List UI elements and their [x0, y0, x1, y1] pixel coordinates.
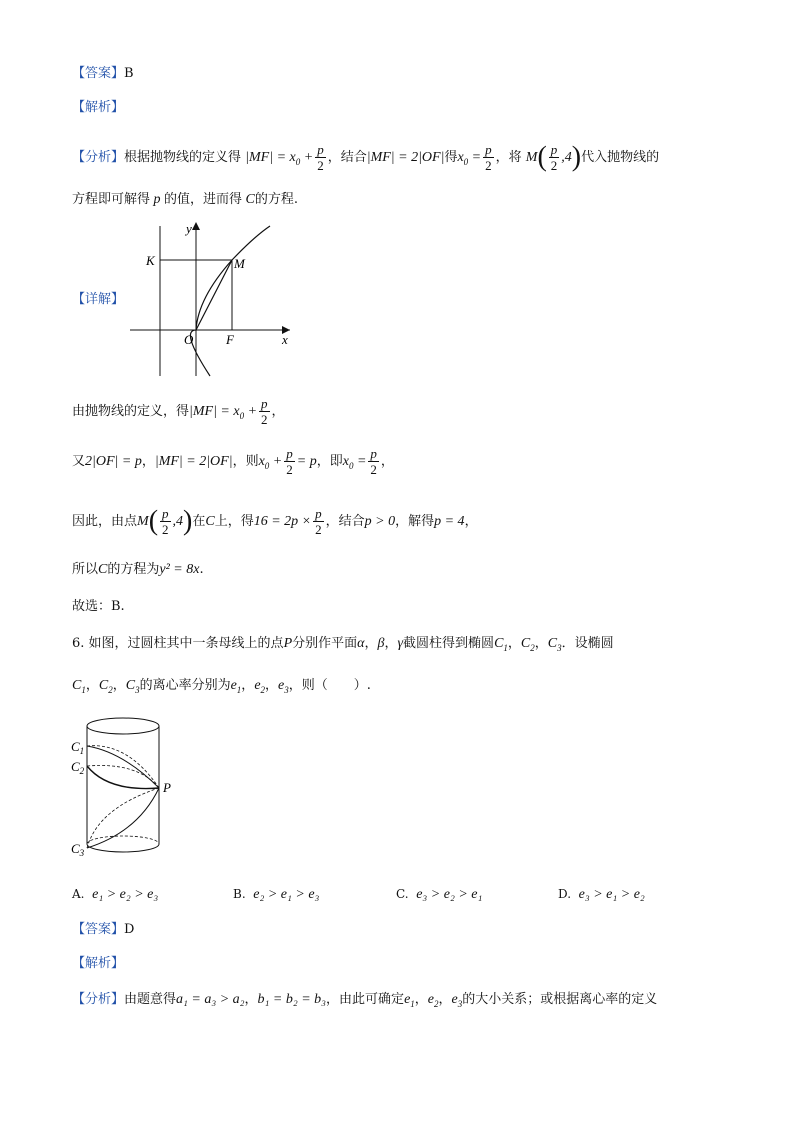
c1-label: $C_1$ [71, 739, 85, 756]
detail-heading [72, 290, 124, 310]
choice-d[interactable] [558, 884, 645, 905]
analysis-heading-2 [72, 954, 124, 974]
point-k-label: K [146, 253, 155, 268]
math-expr: p = 4 [434, 514, 465, 529]
fenxi-text: 的大小关系；或根据离心率的定义 [462, 992, 658, 1007]
answer-tag: 【答案】 [72, 66, 125, 81]
question-text: 的离心率分别为 [139, 678, 231, 693]
c2-label: $C_2$ [71, 759, 85, 776]
fenxi-line-1: 【分析】根据抛物线的定义得 $|MF| = x_0$ + $\frac{p}{2}$ ，结合|MF| = 2|OF|得$x_0$ = $\frac{p}{2}$ ，将 M( $\frac{p}{2}$ ,4)代入抛物线的 [72, 141, 660, 173]
fenxi-tag: 【分析】 [72, 150, 125, 165]
detail-text: 又 [72, 454, 86, 469]
question-6-line-1: 6. 如图，过圆柱其中一条母线上的点P分别作平面α，β，γ截圆柱得到椭圆$C_1$，$C_2$，$C_3$．设椭圆 [72, 636, 614, 653]
fenxi-line-2: 方程即可解得 p 的值，进而得 C的方程. [72, 192, 299, 207]
math-text: |MF| = x [245, 150, 296, 165]
math-expr: b₁ = b₂ = b₃ [257, 992, 327, 1007]
math-expr: $|MF| = x_0$ + [189, 404, 258, 421]
question-text: 截圆柱得到椭圆 [403, 636, 495, 651]
detail-line-5 [72, 597, 125, 617]
detail-text: . [199, 562, 204, 577]
answer-tag: 【答案】 [72, 922, 125, 937]
detail-line-3: 因此，由点M( $\frac{p}{2}$ ,4)在C上，得16 = 2p × $\frac{p}{2}$ ，结合p > 0，解得p = 4， [72, 505, 478, 537]
x-axis-label: x [282, 332, 288, 347]
question-number: 6. [72, 636, 85, 651]
choice-label: C. [396, 887, 409, 901]
fenxi-text: 代入抛物线的 [581, 150, 660, 165]
choice-c[interactable] [396, 884, 482, 905]
choice-b[interactable] [233, 884, 319, 905]
detail-text: 所以 [72, 562, 99, 577]
detail-line-1: 由抛物线的定义，得$|MF| = x_0$ + $\frac{p}{2}$ ， [72, 396, 285, 427]
choice-expr: e₃ > e₁ > e₂ [578, 887, 645, 902]
math-text: x [342, 454, 349, 469]
detail-text: 在 [192, 514, 206, 529]
math-expr: $|MF| = x_0$ + [245, 150, 314, 167]
fenxi-text: ，结合 [327, 150, 367, 165]
math-expr: a₁ = a₃ > a₂ [176, 992, 245, 1007]
detail-line-4: 所以C的方程为y² = 8x. [72, 562, 204, 577]
choice-expr: e₂ > e₁ > e₃ [253, 887, 320, 902]
analysis-heading-1 [72, 98, 124, 118]
fenxi-text: 的方程. [254, 192, 299, 207]
choice-label: A. [72, 887, 85, 901]
fraction: $\frac{p}{2}$ [162, 506, 169, 537]
math-expr: y² = 8x [159, 562, 200, 577]
fraction: $\frac{p}{2}$ [261, 396, 268, 427]
fenxi-text: 由题意得 [124, 992, 177, 1007]
fenxi-text: ， [244, 992, 258, 1007]
y-axis-label: y [186, 221, 192, 236]
choice-label: B. [233, 887, 246, 901]
fenxi-text: 得 [444, 150, 458, 165]
point-m-label: M [234, 256, 245, 271]
answer-line-2 [72, 920, 134, 940]
detail-tag: 【详解】 [72, 292, 125, 307]
question-text: 如图，过圆柱其中一条母线上的点 [88, 636, 284, 651]
fraction: $\frac{p}{2}$ [317, 142, 324, 173]
math-expr: 2|OF| = p [85, 454, 142, 469]
detail-text: 故选：B. [72, 599, 125, 614]
origin-label: O [184, 332, 194, 347]
detail-text: ，解得 [395, 514, 435, 529]
choice-expr: e₁ > e₂ > e₃ [92, 887, 159, 902]
detail-text: ，即 [316, 454, 343, 469]
question-text: ．设椭圆 [561, 636, 614, 651]
math-expr: $x_0$ = [342, 454, 367, 471]
detail-text: 由抛物线的定义，得 [72, 404, 190, 419]
fenxi-line-3: 【分析】由题意得a₁ = a₃ > a₂，b₁ = b₂ = b₃，由此可确定$e_1$，$e_2$，$e_3$的大小关系；或根据离心率的定义 [72, 992, 658, 1009]
fraction: $\frac{p}{2}$ [286, 446, 293, 477]
focus-label: F [226, 332, 234, 347]
detail-text: 的方程为 [107, 562, 160, 577]
fraction: $\frac{p}{2}$ [550, 142, 558, 173]
fraction: $\frac{p}{2}$ [485, 142, 492, 173]
fraction: $\frac{p}{2}$ [370, 446, 377, 477]
parabola-graph [120, 218, 310, 380]
answer-line-1 [72, 64, 134, 84]
math-text: |MF| = x [189, 404, 240, 419]
question-6-line-2: $C_1$，$C_2$，$C_3$的离心率分别为$e_1$，$e_2$，$e_3$，则（ ）. [72, 678, 371, 695]
choice-expr: e₃ > e₂ > e₁ [416, 887, 483, 902]
cylinder-figure [68, 712, 178, 862]
detail-line-2: 又2|OF| = p，|MF| = 2|OF|，则$x_0$ + $\frac{p}{2}$ = p，即$x_0$ = $\frac{p}{2}$ ， [72, 446, 394, 477]
fraction: $\frac{p}{2}$ [315, 506, 322, 537]
detail-text: ，结合 [325, 514, 365, 529]
math-text: x [258, 454, 265, 469]
fenxi-text: 方程即可解得 [72, 192, 151, 207]
point-p-label: P [163, 780, 171, 795]
choice-label: D. [558, 887, 572, 901]
answer-value: D [124, 922, 135, 937]
detail-text: ，则 [232, 454, 259, 469]
fenxi-text: ，由此可确定 [326, 992, 405, 1007]
detail-text: ， [141, 454, 155, 469]
fenxi-text: ，将 [495, 150, 522, 165]
fenxi-text: 的值，进而得 [164, 192, 243, 207]
math-expr: p > 0 [364, 514, 396, 529]
math-expr: |MF| = 2|OF| [366, 150, 445, 165]
detail-text: ， [464, 514, 478, 529]
fenxi-text: 根据抛物线的定义得 [124, 150, 242, 165]
question-text: ，则（ ）. [288, 678, 371, 693]
c3-label: $C_3$ [71, 841, 85, 858]
analysis-tag: 【解析】 [72, 100, 125, 115]
math-text: x [457, 150, 464, 165]
choice-a[interactable] [72, 884, 158, 905]
math-expr: 16 = 2p × [253, 514, 312, 529]
detail-text: 因此，由点 [72, 514, 138, 529]
math-expr: |MF| = 2|OF| [154, 454, 233, 469]
fenxi-tag: 【分析】 [72, 992, 125, 1007]
math-expr: $x_0$ = [457, 150, 482, 167]
answer-value: B [124, 66, 134, 81]
math-expr: M [525, 150, 538, 165]
analysis-tag: 【解析】 [72, 956, 125, 971]
math-expr: $x_0$ + [258, 454, 283, 471]
question-text: 分别作平面 [292, 636, 358, 651]
detail-text: 上，得 [214, 514, 254, 529]
